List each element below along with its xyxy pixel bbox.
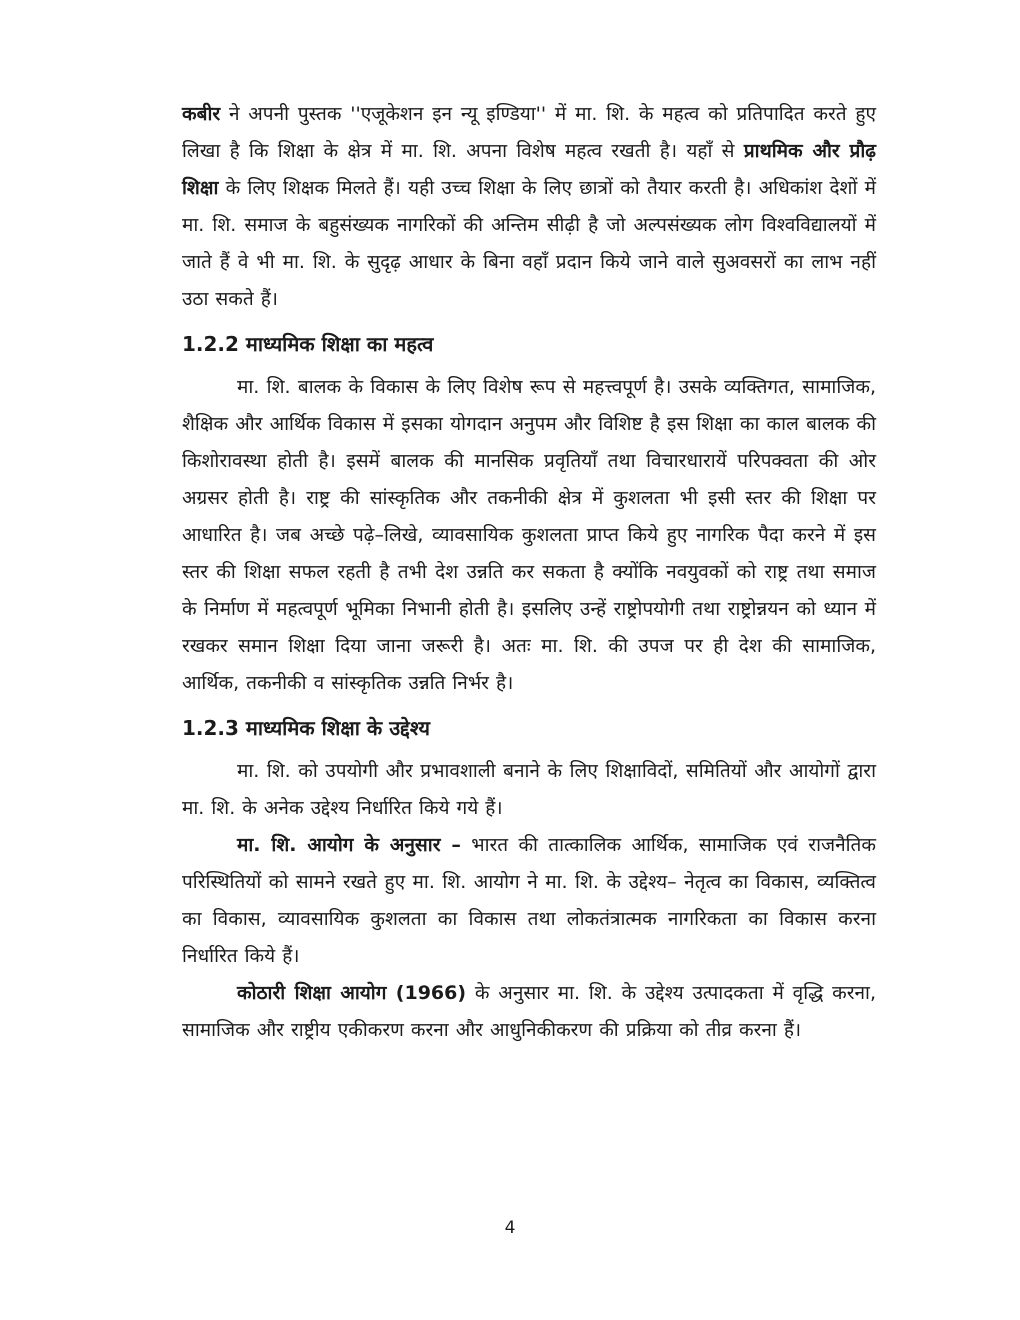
paragraph-kabir-quote	[182, 96, 876, 318]
text-run: के लिए शिक्षक मिलते हैं। यही उच्च शिक्षा के लिए छात्रों को तैयार करती है। अधिकांश देशों में मा. शि. समाज के बहुसंख्यक नागरिकों की अन्तिम सीढ़ी है जो अल्पसंख्यक लोग विश्वविद्यालयों में जाते हैं वे भी मा. शि. के सुदृढ़ आधार के बिना वहाँ प्रदान किये जाने वाले सुअवसरों का लाभ नहीं उठा सकते हैं।	[182, 177, 876, 310]
section-heading-1-2-2: 1.2.2 माध्यमिक शिक्षा का महत्व	[182, 332, 434, 356]
page-number: 4	[504, 1218, 516, 1238]
text-run: के अनुसार मा. शि. के उद्देश्य उत्पादकता में वृद्धि करना, सामाजिक और राष्ट्रीय एकीकरण करना और आधुनिकीकरण की प्रक्रिया को तीव्र करना हैं।	[182, 982, 876, 1041]
section-heading-1-2-3: 1.2.3 माध्यमिक शिक्षा के उद्देश्य	[182, 716, 430, 740]
text-run: मा. शि. को उपयोगी और प्रभावशाली बनाने के लिए शिक्षाविदों, समितियों और आयोगों द्वारा मा. शि. के अनेक उद्देश्य निर्धारित किये गये हैं।	[182, 760, 876, 819]
text-run: मा. शि. बालक के विकास के लिए विशेष रूप से महत्त्वपूर्ण है। उसके व्यक्तिगत, सामाजिक, शैक्षिक और आर्थिक विकास में इसका योगदान अनुपम और विशिष्ट है इस शिक्षा का काल बालक की किशोरावस्था होती है। इसमें बालक की मानसिक प्रवृतियाँ तथा विचारधारायें परिपक्वता की ओर अग्रसर होती है। राष्ट्र की सांस्कृतिक और तकनीकी क्षेत्र में कुशलता भी इसी स्तर की शिक्षा पर आधारित है। जब अच्छे पढ़े–लिखे, व्यावसायिक कुशलता प्राप्त किये हुए नागरिक पैदा करने में इस स्तर की शिक्षा सफल रहती है तभी देश उन्नति कर सकता है क्योंकि नवयुवकों को राष्ट्र तथा समाज के निर्माण में महत्वपूर्ण भूमिका निभानी होती है। इसलिए उन्हें राष्ट्रोपयोगी तथा राष्ट्रोन्नयन को ध्यान में रखकर समान शिक्षा दिया जाना जरूरी है। अतः मा. शि. की उपज पर ही देश की सामाजिक, आर्थिक, तकनीकी व सांस्कृतिक उन्नति निर्भर है।	[182, 376, 876, 694]
paragraph-objectives-intro	[182, 753, 876, 827]
paragraph-kothari-commission	[182, 975, 876, 1049]
page-content	[182, 96, 876, 1049]
bold-text-run: मा. शि. आयोग के अनुसार –	[237, 834, 461, 856]
paragraph-importance-of-secondary-education	[182, 369, 876, 702]
text-run: भारत की तात्कालिक आर्थिक, सामाजिक एवं राजनैतिक परिस्थितियों को सामने रखते हुए मा. शि. आयोग ने मा. शि. के उद्देश्य– नेतृत्व का विकास, व्यक्तित्व का विकास, व्यावसायिक कुशलता का विकास तथा लोकतंत्रात्मक नागरिकता का विकास करना निर्धारित किये हैं।	[182, 834, 876, 967]
bold-text-run: कोठारी शिक्षा आयोग (1966)	[237, 982, 467, 1004]
bold-text-run: कबीर	[182, 103, 221, 125]
paragraph-secondary-education-commission	[182, 827, 876, 975]
text-run: ने अपनी पुस्तक ''एजूकेशन इन न्यू इण्डिया'' में मा. शि. के महत्व को प्रतिपादित करते हुए लिखा है कि शिक्षा के क्षेत्र में मा. शि. अपना विशेष महत्व रखती है। यहाँ से	[182, 103, 876, 162]
bold-text-run: प्राथमिक और प्रौढ़ शिक्षा	[182, 140, 876, 199]
